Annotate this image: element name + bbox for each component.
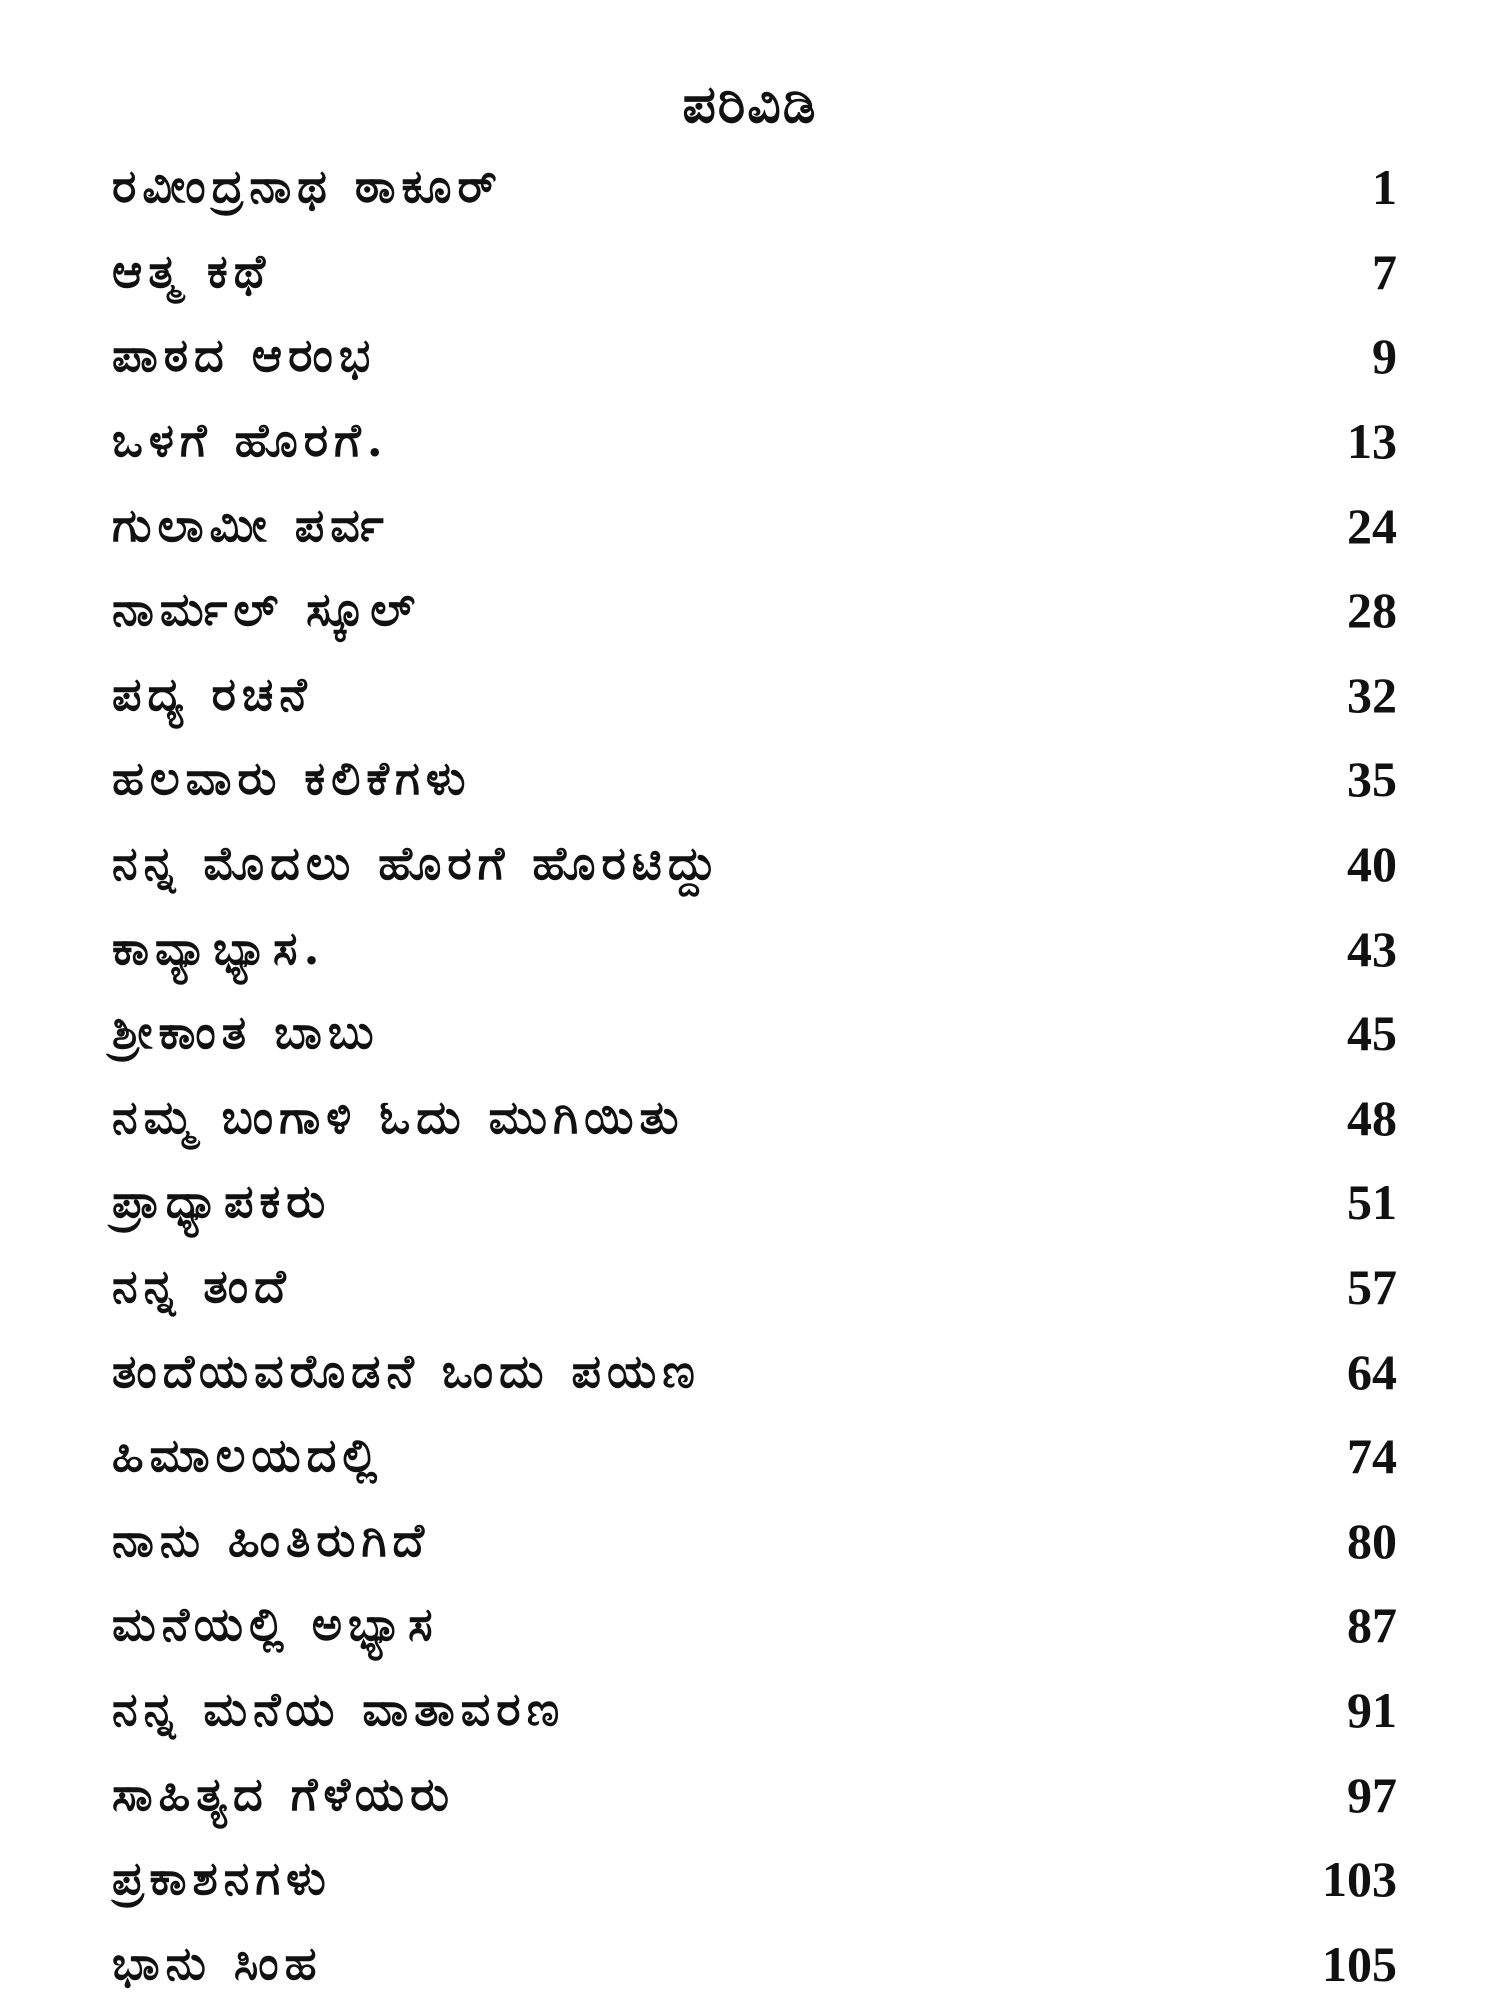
toc-entry-title: ತಂದೆಯವರೊಡನೆ ಒಂದು ಪಯಣ — [112, 1343, 701, 1398]
toc-entry — [112, 906, 1397, 991]
toc-entry — [112, 1583, 1397, 1668]
toc-entry-title: ರವೀಂದ್ರನಾಥ ಠಾಕೂರ್ — [112, 159, 503, 214]
toc-entry — [112, 1329, 1397, 1414]
toc-entry-page-number: 91 — [1347, 1681, 1397, 1738]
toc-entry-page-number: 74 — [1347, 1428, 1397, 1485]
toc-entry-page-number: 48 — [1347, 1089, 1397, 1146]
toc-entry — [112, 991, 1397, 1076]
toc-entry-title: ಕಾವ್ಯಾಭ್ಯಾಸ. — [112, 920, 326, 975]
toc-entry-page-number: 28 — [1347, 582, 1397, 639]
toc-entry — [112, 399, 1397, 484]
toc-entry-page-number: 1 — [1372, 159, 1397, 216]
toc-entry-page-number: 13 — [1347, 413, 1397, 470]
toc-entry-page-number: 40 — [1347, 836, 1397, 893]
toc-entry-page-number: 45 — [1347, 1005, 1397, 1062]
table-of-contents — [112, 145, 1397, 2006]
toc-entry — [112, 653, 1397, 738]
toc-entry — [112, 1752, 1397, 1837]
toc-entry-title: ಹಿಮಾಲಯದಲ್ಲಿ — [112, 1428, 384, 1483]
toc-entry — [112, 822, 1397, 907]
toc-entry-page-number: 105 — [1322, 1935, 1397, 1992]
toc-entry-title: ಸಾಹಿತ್ಯದ ಗೆಳೆಯರು — [112, 1766, 456, 1821]
toc-entry-page-number: 80 — [1347, 1512, 1397, 1569]
toc-entry-page-number: 43 — [1347, 920, 1397, 977]
toc-entry — [112, 1499, 1397, 1584]
toc-entry — [112, 568, 1397, 653]
toc-entry-title: ನನ್ನ ಮೊದಲು ಹೊರಗೆ ಹೊರಟಿದ್ದು — [112, 836, 723, 891]
toc-entry-page-number: 24 — [1347, 497, 1397, 554]
toc-entry-title: ಗುಲಾಮೀ ಪರ್ವ — [112, 497, 390, 552]
toc-entry — [112, 1245, 1397, 1330]
toc-entry-page-number: 87 — [1347, 1597, 1397, 1654]
toc-entry-page-number: 35 — [1347, 751, 1397, 808]
toc-entry-page-number: 57 — [1347, 1259, 1397, 1316]
toc-entry-title: ಮನೆಯಲ್ಲಿ ಅಭ್ಯಾಸ — [112, 1597, 439, 1652]
toc-entry — [112, 483, 1397, 568]
toc-entry-title: ಪ್ರಕಾಶನಗಳು — [112, 1851, 332, 1906]
toc-entry-title: ಶ್ರೀಕಾಂತ ಬಾಬು — [112, 1005, 380, 1060]
toc-entry-title: ನಾನು ಹಿಂತಿರುಗಿದೆ — [112, 1512, 431, 1567]
page-title: ಪರಿವಿಡಿ — [682, 74, 818, 135]
toc-entry — [112, 1921, 1397, 2006]
toc-entry-page-number: 97 — [1347, 1766, 1397, 1823]
toc-entry-title: ಆತ್ಮ ಕಥೆ — [112, 243, 272, 298]
toc-entry-title: ಭಾನು ಸಿಂಹ — [112, 1935, 323, 1990]
toc-entry-title: ನಮ್ಮ ಬಂಗಾಳಿ ಓದು ಮುಗಿಯಿತು — [112, 1089, 685, 1144]
toc-entry-page-number: 32 — [1347, 666, 1397, 723]
toc-entry — [112, 230, 1397, 315]
toc-entry-title: ಒಳಗೆ ಹೊರಗೆ. — [112, 413, 389, 468]
toc-entry-title: ಪಾಠದ ಆರಂಭ — [112, 328, 377, 383]
toc-entry-page-number: 51 — [1347, 1174, 1397, 1231]
toc-entry-title: ಪ್ರಾಧ್ಯಾಪಕರು — [112, 1174, 332, 1229]
toc-entry — [112, 1414, 1397, 1499]
toc-entry-page-number: 9 — [1372, 328, 1397, 385]
toc-entry-title: ಹಲವಾರು ಕಲಿಕೆಗಳು — [112, 751, 472, 806]
toc-entry-page-number: 64 — [1347, 1343, 1397, 1400]
toc-entry-page-number: 103 — [1322, 1851, 1397, 1908]
toc-entry — [112, 1160, 1397, 1245]
toc-entry — [112, 145, 1397, 230]
toc-entry-title: ನನ್ನ ತಂದೆ — [112, 1259, 292, 1314]
toc-entry — [112, 1668, 1397, 1753]
toc-entry — [112, 1076, 1397, 1161]
toc-entry-title: ನನ್ನ ಮನೆಯ ವಾತಾವರಣ — [112, 1681, 566, 1736]
toc-entry-title: ನಾರ್ಮಲ್ ಸ್ಕೂಲ್ — [112, 582, 421, 637]
toc-entry — [112, 314, 1397, 399]
toc-entry — [112, 737, 1397, 822]
toc-entry — [112, 1837, 1397, 1922]
toc-entry-page-number: 7 — [1372, 243, 1397, 300]
toc-entry-title: ಪದ್ಯ ರಚನೆ — [112, 666, 313, 721]
